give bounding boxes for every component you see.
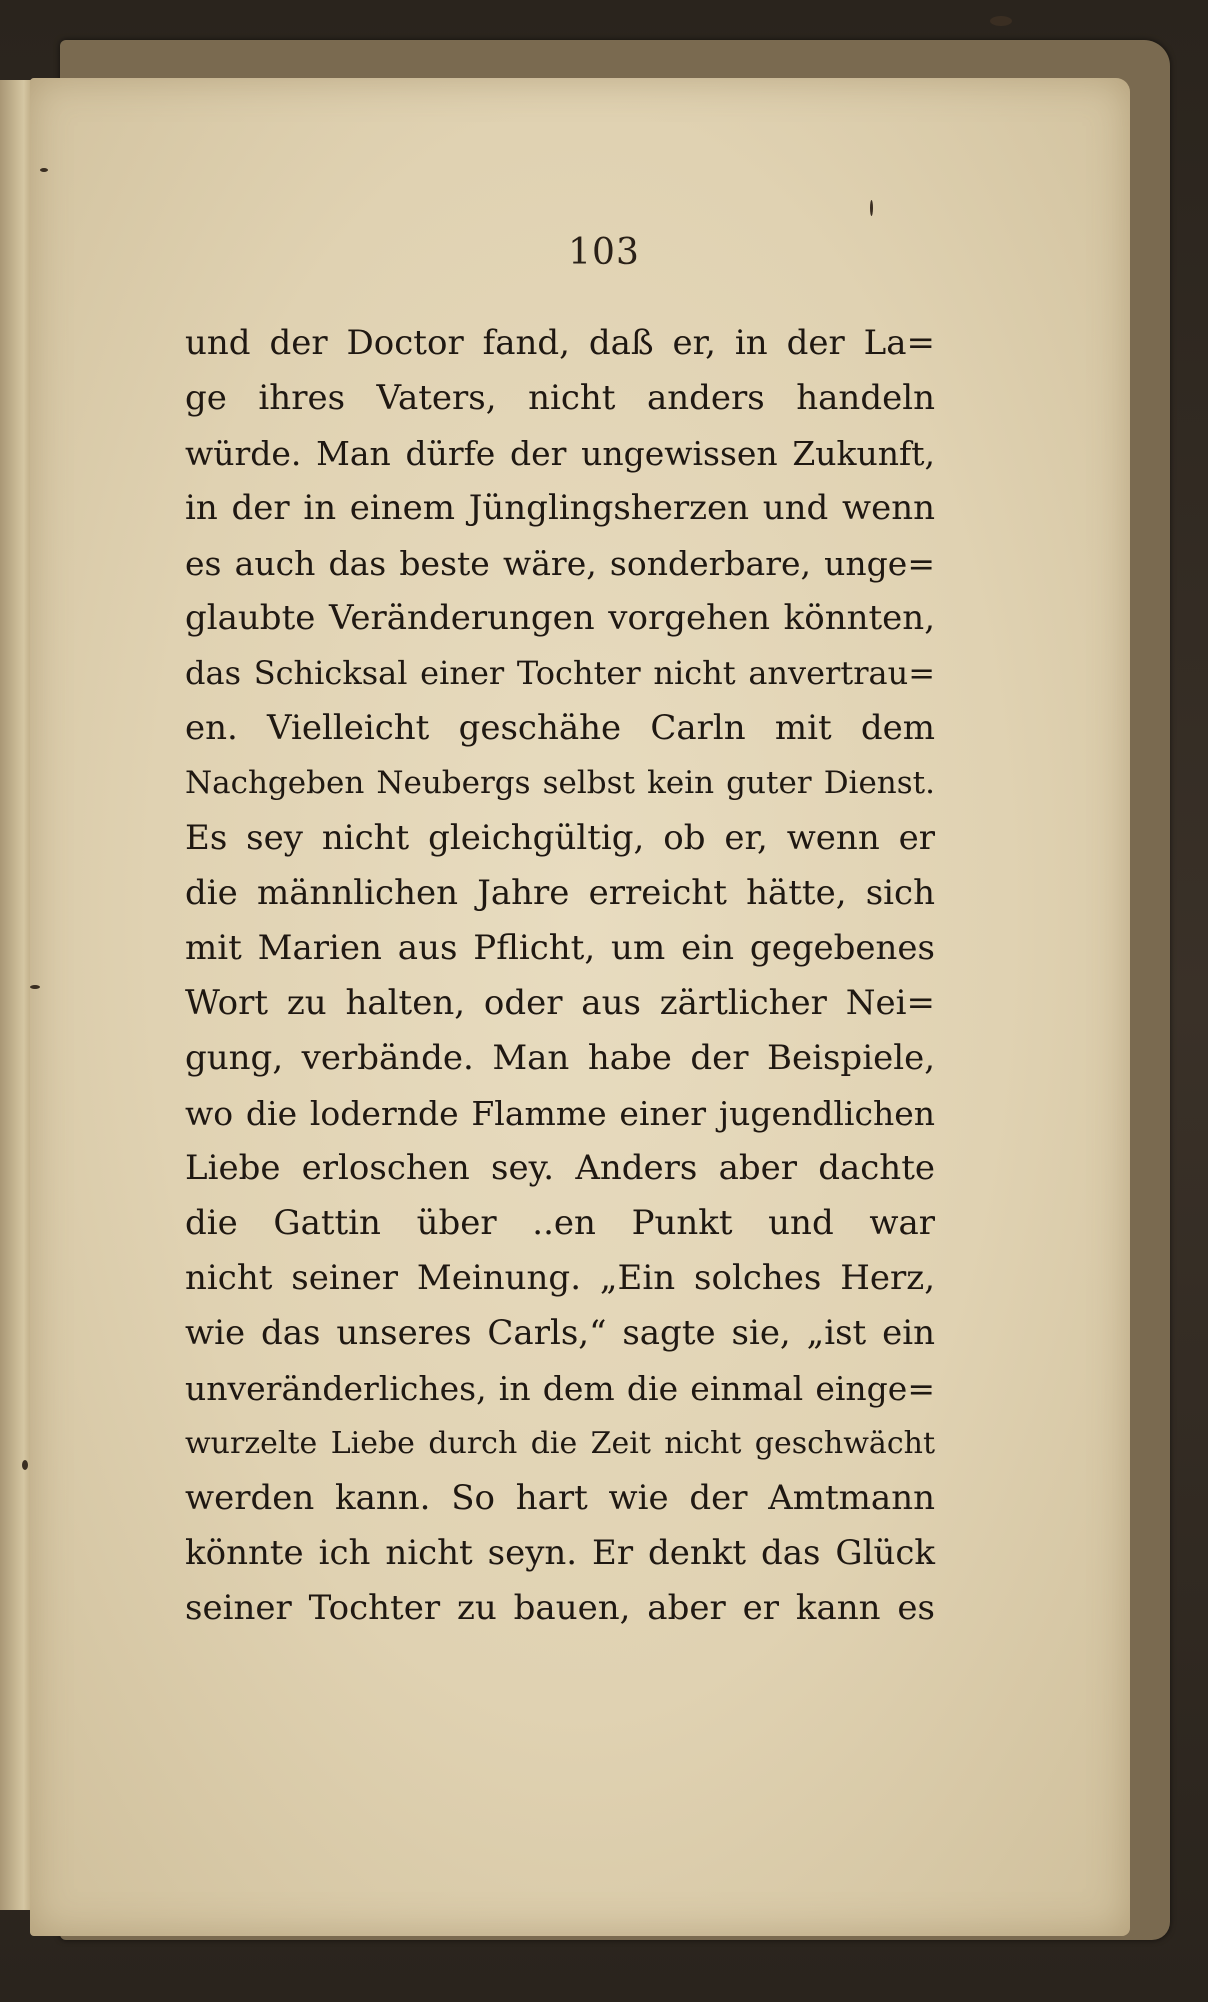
text-line: die männlichen Jahre erreicht hätte, sich bbox=[185, 873, 935, 913]
text-line: die Gattin über ..en Punkt und war bbox=[185, 1203, 935, 1243]
page-number: 103 bbox=[568, 232, 640, 273]
text-line: unveränderliches, in dem die einmal einge= bbox=[185, 1369, 935, 1408]
text-line: nicht seiner Meinung. „Ein solches Herz, bbox=[185, 1258, 935, 1298]
text-line: gung, verbände. Man habe der Beispiele, bbox=[185, 1038, 935, 1078]
text-line: Liebe erloschen sey. Anders aber dachte bbox=[185, 1148, 935, 1188]
text-line: in der in einem Jünglingsherzen und wenn bbox=[185, 488, 935, 528]
ink-mark bbox=[40, 168, 48, 172]
text-line: en. Vielleicht geschähe Carln mit dem bbox=[185, 708, 935, 748]
ink-mark bbox=[22, 1460, 28, 1470]
text-line: seiner Tochter zu bauen, aber er kann es bbox=[185, 1588, 935, 1628]
ink-mark bbox=[870, 200, 873, 216]
text-line: ge ihres Vaters, nicht anders handeln bbox=[185, 378, 935, 418]
ink-mark bbox=[990, 16, 1012, 26]
text-line: wie das unseres Carls,“ sagte sie, „ist ein bbox=[185, 1313, 935, 1353]
text-line: das Schicksal einer Tochter nicht anvertrau= bbox=[185, 654, 935, 692]
ink-mark bbox=[30, 985, 40, 989]
body-text bbox=[185, 316, 935, 1636]
text-line: könnte ich nicht seyn. Er denkt das Glück bbox=[185, 1533, 935, 1573]
text-line: es auch das beste wäre, sonderbare, unge= bbox=[185, 544, 935, 583]
text-line: wurzelte Liebe durch die Zeit nicht geschwächt bbox=[185, 1426, 935, 1461]
text-line: mit Marien aus Pflicht, um ein gegebenes bbox=[185, 928, 935, 968]
text-line: würde. Man dürfe der ungewissen Zukunft, bbox=[185, 434, 935, 473]
text-line: und der Doctor fand, daß er, in der La= bbox=[185, 323, 935, 363]
text-line: Nachgeben Neubergs selbst kein guter Dienst. bbox=[185, 765, 935, 801]
text-line: Es sey nicht gleichgültig, ob er, wenn er bbox=[185, 818, 935, 858]
text-line: werden kann. So hart wie der Amtmann bbox=[185, 1478, 935, 1518]
text-line: wo die lodernde Flamme einer jugendlichen bbox=[185, 1094, 935, 1133]
text-line: Wort zu halten, oder aus zärtlicher Nei= bbox=[185, 983, 935, 1023]
text-line: glaubte Veränderungen vorgehen könnten, bbox=[185, 598, 935, 638]
